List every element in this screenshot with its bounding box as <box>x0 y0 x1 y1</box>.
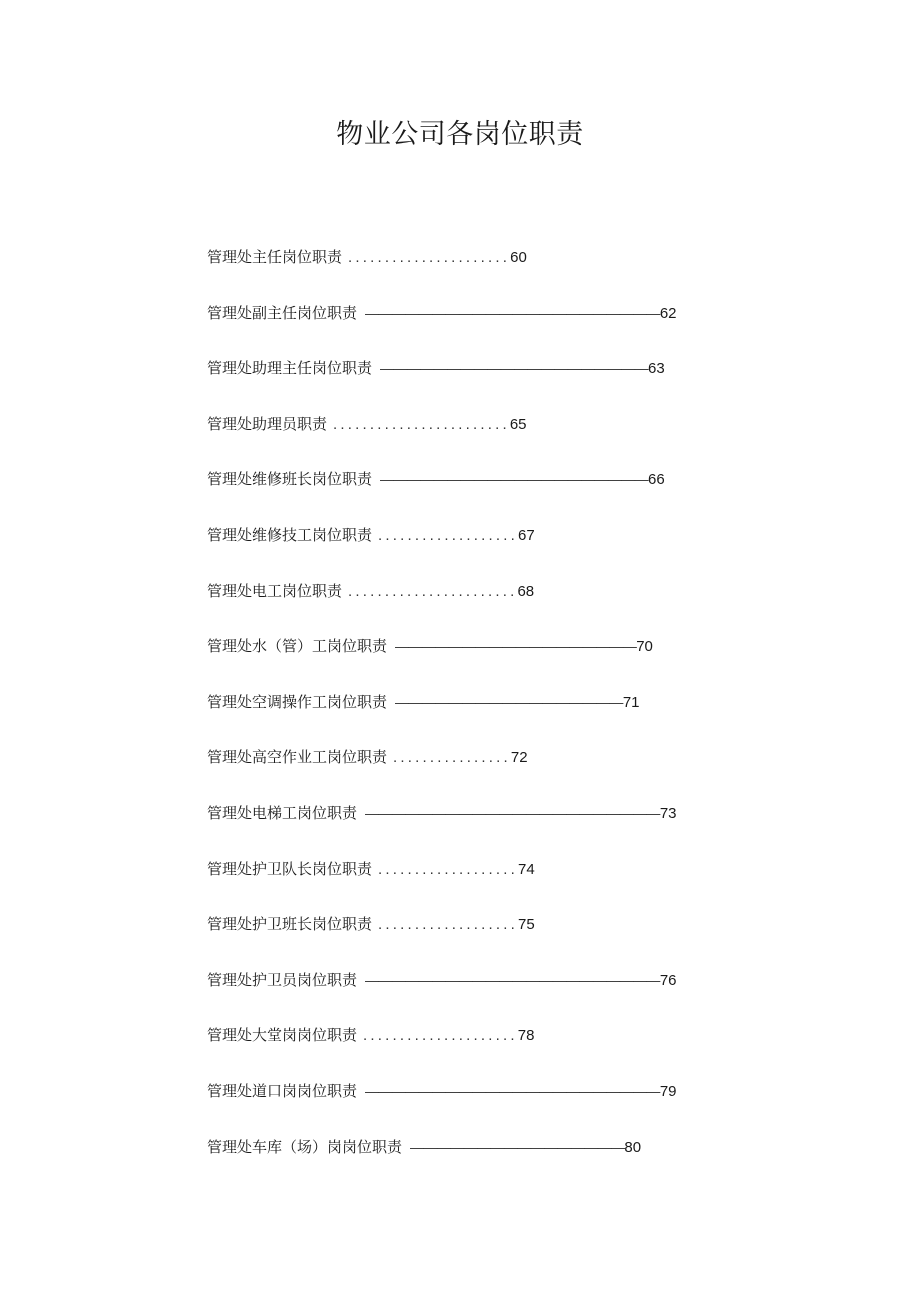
toc-entry-leader: ................... <box>378 916 518 934</box>
toc-entry[interactable] <box>207 413 677 469</box>
toc-entry[interactable] <box>207 302 677 358</box>
toc-entry-page-number: 70 <box>636 638 653 656</box>
toc-entry-page-number: 78 <box>517 1027 535 1045</box>
toc-entry-label: 管理处电工岗位职责 <box>207 581 343 600</box>
toc-entry-page-number: 80 <box>624 1138 642 1156</box>
toc-entry-label: 管理处高空作业工岗位职责 <box>207 748 388 767</box>
toc-entry[interactable] <box>207 524 677 580</box>
toc-entry-page-number: 67 <box>518 526 535 544</box>
toc-entry-page-number: 79 <box>659 1082 677 1100</box>
toc-entry-leader: ...................... <box>348 249 511 266</box>
toc-entry-leader: ..................... <box>363 1027 518 1045</box>
toc-entry[interactable] <box>207 1024 677 1080</box>
toc-entry-leader: —————————————————————— <box>365 304 660 321</box>
toc-entry-leader: ....................... <box>348 582 518 600</box>
toc-entry-label: 管理处空调操作工岗位职责 <box>207 692 388 711</box>
toc-entry-label: 管理处维修技工岗位职责 <box>207 525 373 544</box>
toc-entry-leader: ———————————————————— <box>380 360 649 377</box>
toc-entry-page-number: 72 <box>510 749 528 767</box>
toc-entry[interactable] <box>207 357 677 413</box>
toc-entry-page-number: 76 <box>659 971 677 989</box>
toc-entry-page-number: 60 <box>510 249 527 266</box>
toc-entry-label: 管理处大堂岗岗位职责 <box>207 1026 358 1045</box>
toc-entry-page-number: 73 <box>659 804 677 822</box>
toc-entry-page-number: 74 <box>518 860 535 878</box>
toc-entry-label: 管理处维修班长岗位职责 <box>207 470 373 489</box>
page-title: 物业公司各岗位职责 <box>336 119 584 150</box>
toc-entry[interactable] <box>207 468 677 524</box>
toc-entry-page-number: 71 <box>622 693 640 711</box>
toc-entry-leader: ................... <box>378 526 518 544</box>
toc-entry-leader: —————————————————————— <box>365 971 660 988</box>
toc-entry[interactable] <box>207 913 677 969</box>
toc-entry-leader: —————————————————————— <box>365 1082 660 1099</box>
toc-entry-page-number: 63 <box>648 360 665 378</box>
toc-entry-leader: —————————————————— <box>395 638 637 655</box>
toc-entry-label: 管理处主任岗位职责 <box>207 248 343 266</box>
toc-entry-page-number: 65 <box>509 415 527 433</box>
toc-entry[interactable] <box>207 1080 677 1136</box>
toc-entry-label: 管理处道口岗岗位职责 <box>207 1081 358 1100</box>
toc-entry-page-number: 66 <box>648 471 665 489</box>
toc-entry[interactable] <box>207 858 677 914</box>
toc-entry-page-number: 68 <box>517 582 535 600</box>
toc-entry-label: 管理处护卫班长岗位职责 <box>207 915 373 934</box>
toc-entry[interactable] <box>207 580 677 636</box>
table-of-contents <box>207 246 677 1191</box>
toc-entry-leader: ................ <box>393 749 511 767</box>
toc-entry[interactable] <box>207 1136 677 1192</box>
toc-entry-label: 管理处护卫员岗位职责 <box>207 970 358 989</box>
toc-entry-leader: ———————————————————— <box>380 471 649 488</box>
toc-entry-leader: —————————————————————— <box>365 804 660 821</box>
toc-entry-leader: ................... <box>378 860 518 878</box>
toc-entry-label: 管理处水（管）工岗位职责 <box>207 637 388 656</box>
toc-entry[interactable] <box>207 635 677 691</box>
toc-entry-label: 管理处车库（场）岗岗位职责 <box>207 1137 403 1156</box>
toc-entry[interactable] <box>207 746 677 802</box>
toc-entry-leader: ————————————————— <box>395 693 623 710</box>
toc-entry-label: 管理处护卫队长岗位职责 <box>207 859 373 878</box>
toc-entry-label: 管理处副主任岗位职责 <box>207 303 358 322</box>
toc-entry[interactable] <box>207 969 677 1025</box>
toc-entry-leader: ........................ <box>333 415 510 433</box>
toc-entry-label: 管理处助理员职责 <box>207 414 328 433</box>
toc-entry[interactable] <box>207 802 677 858</box>
toc-entry-leader: ———————————————— <box>410 1138 625 1155</box>
toc-entry[interactable] <box>207 691 677 747</box>
toc-entry-page-number: 62 <box>659 304 677 322</box>
toc-entry-label: 管理处电梯工岗位职责 <box>207 803 358 822</box>
toc-entry-label: 管理处助理主任岗位职责 <box>207 359 373 378</box>
toc-entry[interactable] <box>207 246 677 302</box>
toc-entry-page-number: 75 <box>518 916 535 934</box>
